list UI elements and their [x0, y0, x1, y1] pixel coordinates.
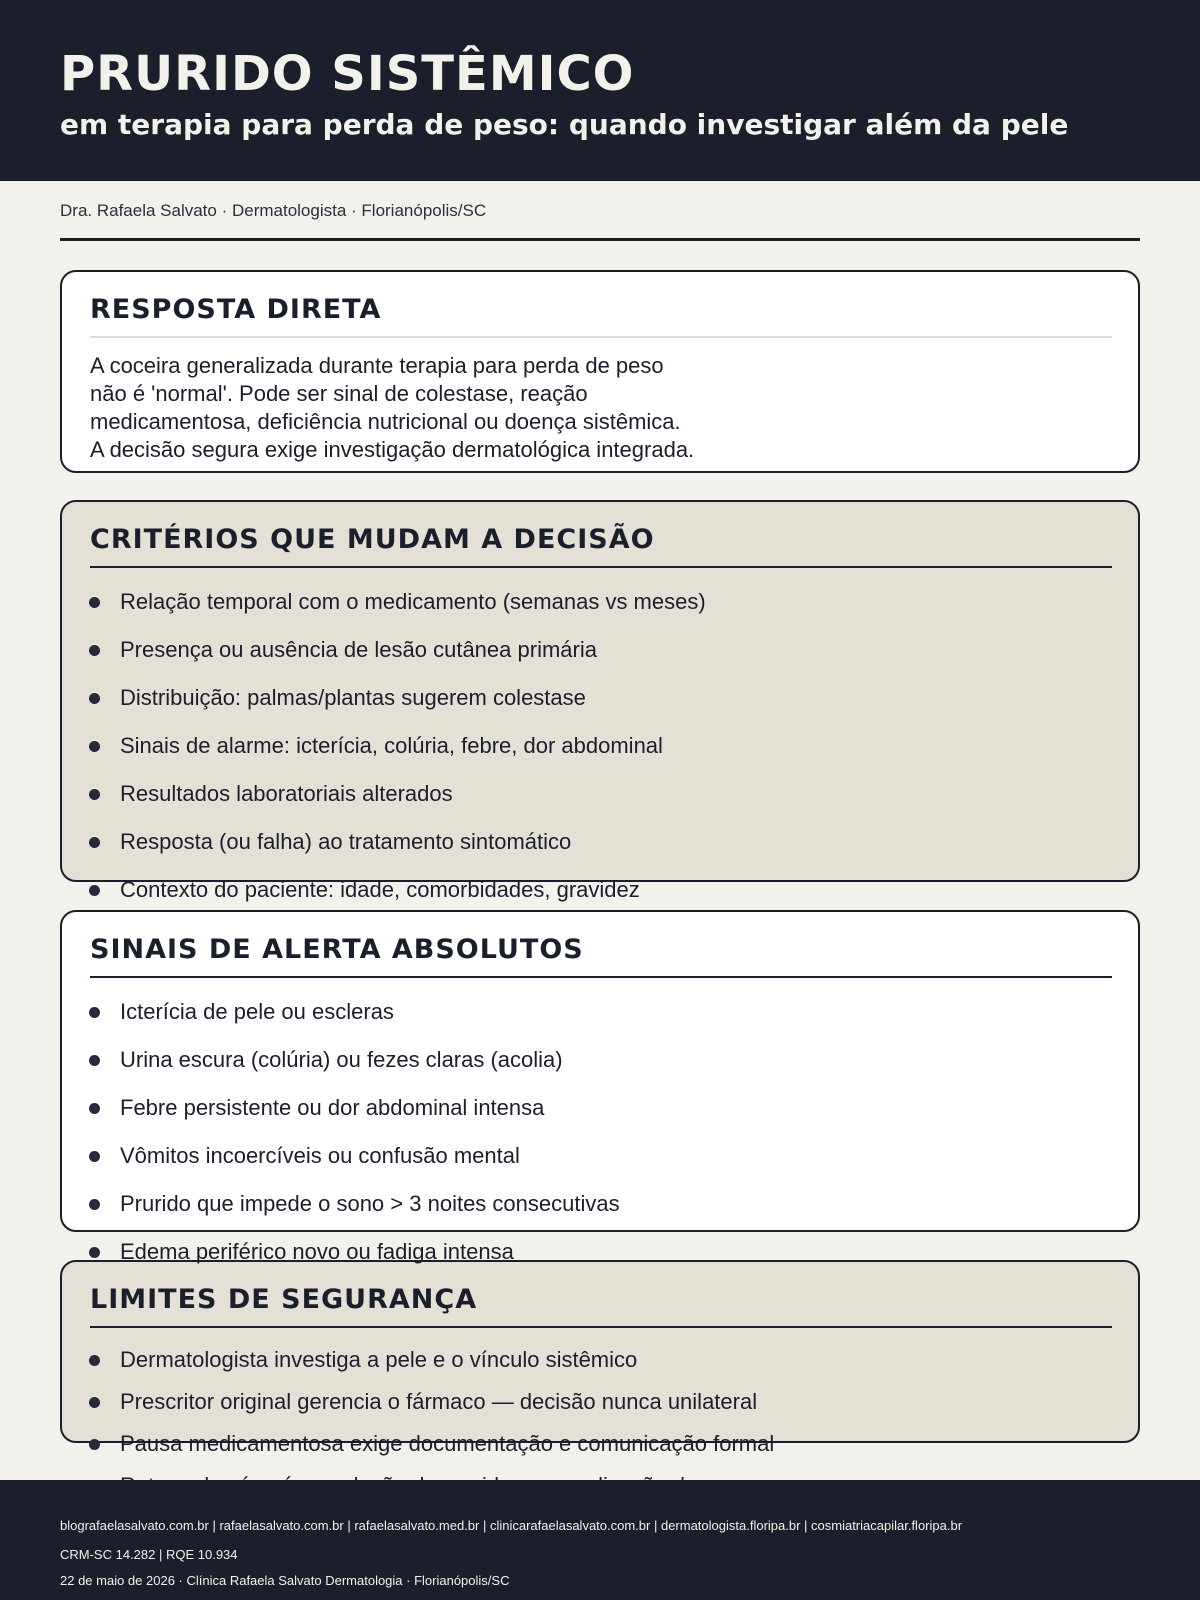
list-item-text: Urina escura (colúria) ou fezes claras (acolia)	[120, 1047, 563, 1072]
footer-links: blografaelasalvato.com.br | rafaelasalvato.com.br | rafaelasalvato.med.br | clinicarafaelasalvato.com.br | dermatologista.floripa.br | cosmiatriacapilar.floripa.br	[60, 1518, 963, 1533]
list-item-text: Pausa medicamentosa exige documentação e comunicação formal	[120, 1431, 775, 1456]
text-line: medicamentosa, deficiência nutricional ou doença sistêmica.	[90, 409, 681, 434]
list-item	[89, 1047, 620, 1095]
list-item	[89, 1143, 620, 1191]
divider	[90, 976, 1112, 978]
resposta-direta-text	[90, 352, 730, 464]
bullet-icon	[89, 741, 100, 752]
list-item-text: Edema periférico novo ou fadiga intensa	[120, 1239, 514, 1264]
list-item	[89, 685, 706, 733]
divider	[90, 566, 1112, 568]
bullet-icon	[89, 597, 100, 608]
list-item-text: Icterícia de pele ou escleras	[120, 999, 394, 1024]
criterios-title: CRITÉRIOS QUE MUDAM A DECISÃO	[90, 524, 655, 555]
divider	[60, 238, 1140, 241]
footer-credentials: CRM-SC 14.282 | RQE 10.934	[60, 1547, 238, 1562]
divider	[90, 336, 1112, 338]
bullet-icon	[89, 645, 100, 656]
list-item	[89, 1389, 791, 1431]
bullet-icon	[89, 1055, 100, 1066]
page-header	[0, 0, 1200, 181]
resposta-direta-card	[60, 270, 1140, 473]
bullet-icon	[89, 1439, 100, 1450]
limites-title: LIMITES DE SEGURANÇA	[90, 1284, 478, 1315]
list-item-text: Contexto do paciente: idade, comorbidades, gravidez	[120, 877, 640, 902]
list-item	[89, 637, 706, 685]
list-item	[89, 1347, 791, 1389]
list-item	[89, 781, 706, 829]
sinais-alerta-list	[89, 999, 620, 1287]
divider	[90, 1326, 1112, 1328]
list-item	[89, 829, 706, 877]
list-item	[89, 1431, 791, 1473]
list-item-text: Vômitos incoercíveis ou confusão mental	[120, 1143, 520, 1168]
list-item	[89, 1191, 620, 1239]
page-footer	[0, 1480, 1200, 1600]
list-item	[89, 999, 620, 1047]
text-line: não é 'normal'. Pode ser sinal de colestase, reação	[90, 381, 588, 406]
list-item-text: Relação temporal com o medicamento (semanas vs meses)	[120, 589, 706, 614]
bullet-icon	[89, 885, 100, 896]
list-item	[89, 733, 706, 781]
list-item	[89, 877, 706, 925]
list-item-text: Resultados laboratoriais alterados	[120, 781, 453, 806]
list-item	[89, 1095, 620, 1143]
footer-date-place: 22 de maio de 2026 · Clínica Rafaela Salvato Dermatologia · Florianópolis/SC	[60, 1573, 510, 1588]
bullet-icon	[89, 1397, 100, 1408]
bullet-icon	[89, 1199, 100, 1210]
author-line: Dra. Rafaela Salvato · Dermatologista · Florianópolis/SC	[60, 201, 487, 220]
list-item-text: Prurido que impede o sono > 3 noites consecutivas	[120, 1191, 620, 1216]
list-item-text: Febre persistente ou dor abdominal intensa	[120, 1095, 545, 1120]
text-line: A decisão segura exige investigação dermatológica integrada.	[90, 437, 695, 462]
bullet-icon	[89, 837, 100, 848]
list-item-text: Resposta (ou falha) ao tratamento sintomático	[120, 829, 572, 854]
page-title: PRURIDO SISTÊMICO	[60, 46, 635, 102]
list-item-text: Prescritor original gerencia o fármaco — decisão nunca unilateral	[120, 1389, 758, 1414]
bullet-icon	[89, 1151, 100, 1162]
criterios-list	[89, 589, 706, 925]
bullet-icon	[89, 1103, 100, 1114]
list-item	[89, 1239, 620, 1287]
sinais-alerta-title: SINAIS DE ALERTA ABSOLUTOS	[90, 934, 584, 965]
list-item	[89, 589, 706, 637]
list-item-text: Distribuição: palmas/plantas sugerem colestase	[120, 685, 586, 710]
resposta-direta-title: RESPOSTA DIRETA	[90, 294, 382, 325]
bullet-icon	[89, 1007, 100, 1018]
bullet-icon	[89, 1355, 100, 1366]
list-item-text: Dermatologista investiga a pele e o vínculo sistêmico	[120, 1347, 638, 1372]
bullet-icon	[89, 1247, 100, 1258]
list-item-text: Presença ou ausência de lesão cutânea primária	[120, 637, 597, 662]
list-item-text: Sinais de alarme: icterícia, colúria, febre, dor abdominal	[120, 733, 663, 758]
text-line: A coceira generalizada durante terapia para perda de peso	[90, 353, 664, 378]
bullet-icon	[89, 789, 100, 800]
bullet-icon	[89, 693, 100, 704]
page-subtitle: em terapia para perda de peso: quando investigar além da pele	[60, 108, 1069, 141]
